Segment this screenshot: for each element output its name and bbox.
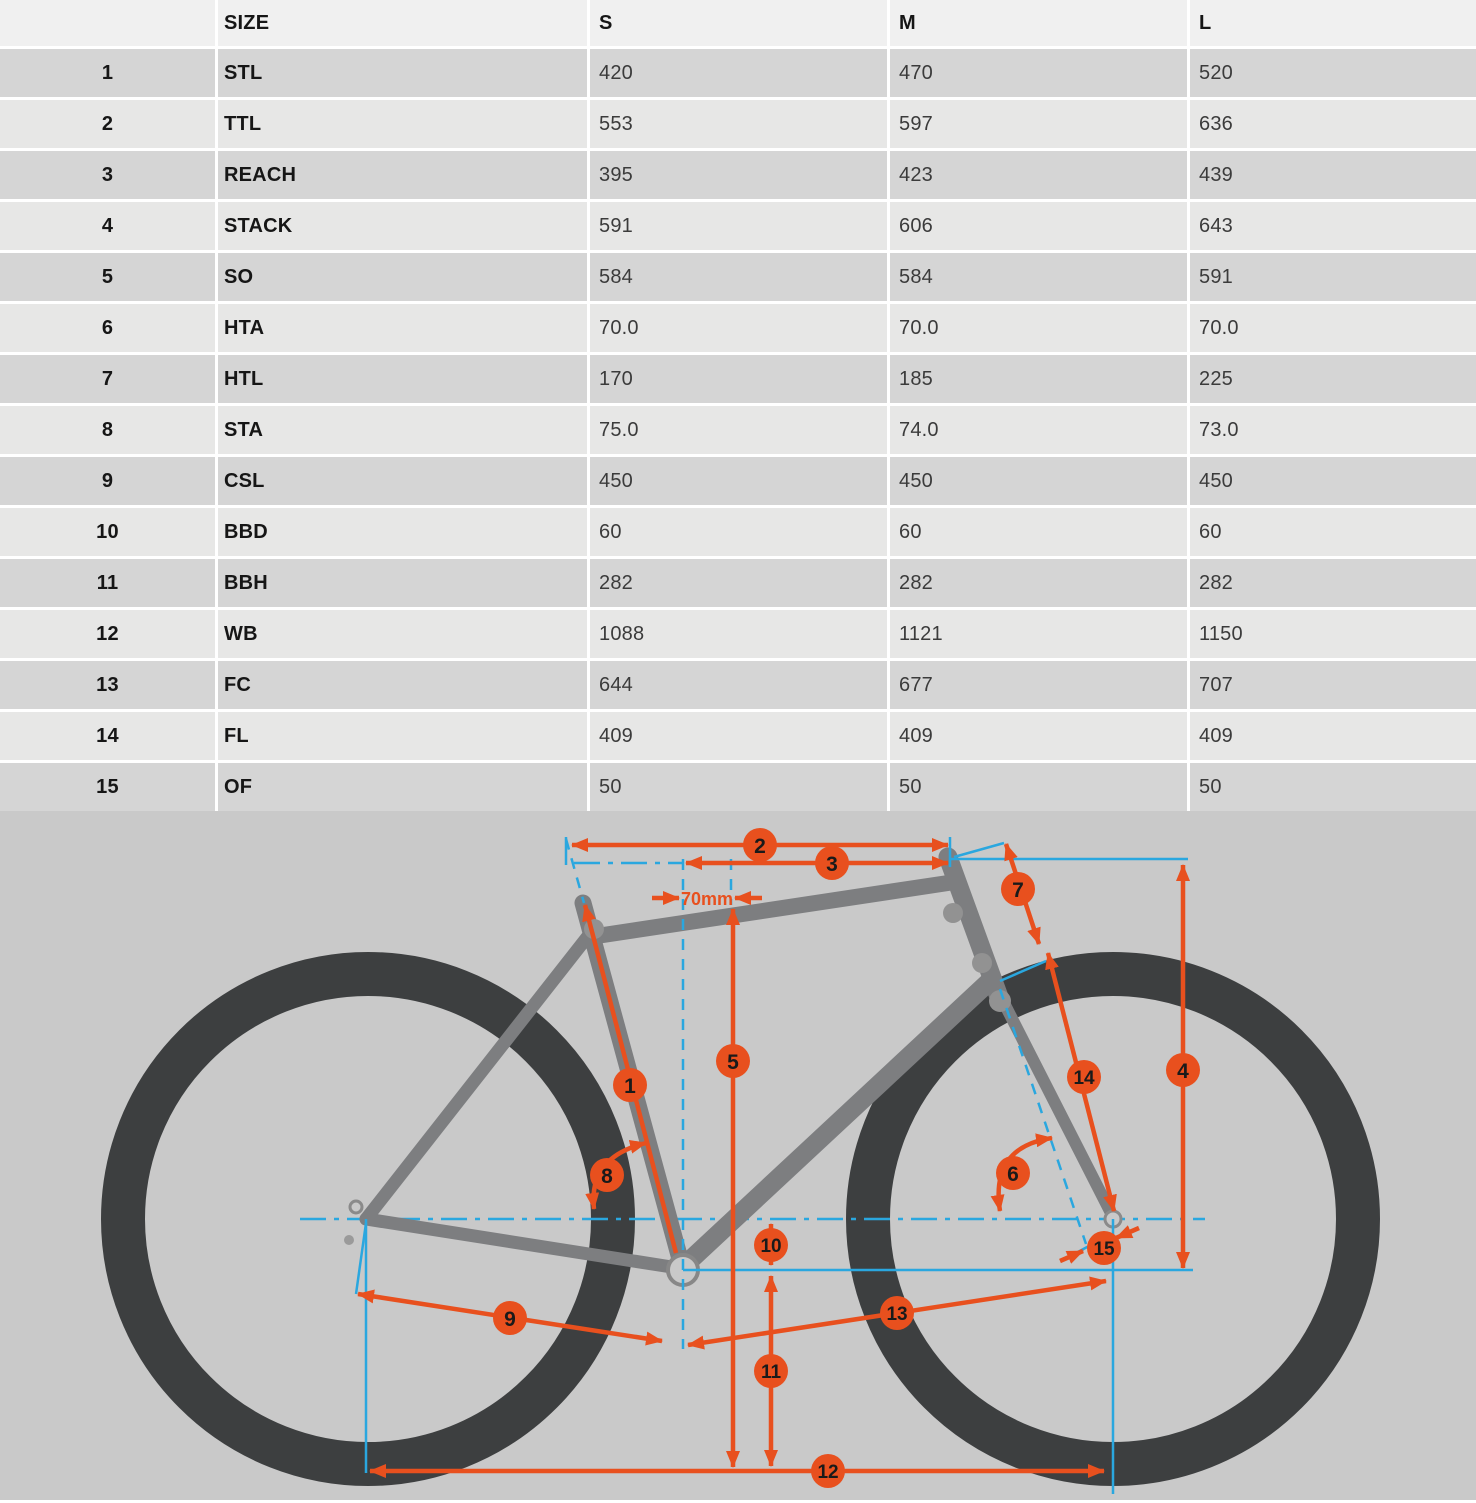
row-num: 10 bbox=[0, 508, 215, 556]
header-num-cell bbox=[0, 0, 215, 46]
marker-2-ttl bbox=[743, 828, 777, 862]
svg-text:7: 7 bbox=[1012, 879, 1024, 902]
marker-5-standover bbox=[716, 1044, 750, 1078]
svg-text:5: 5 bbox=[727, 1051, 739, 1074]
row-value-m: 597 bbox=[890, 100, 1187, 148]
row-value-l: 225 bbox=[1190, 355, 1476, 403]
row-value-s: 70.0 bbox=[590, 304, 887, 352]
row-num: 11 bbox=[0, 559, 215, 607]
row-value-m: 1121 bbox=[890, 610, 1187, 658]
row-num: 12 bbox=[0, 610, 215, 658]
table-row bbox=[0, 151, 1476, 199]
row-value-s: 1088 bbox=[590, 610, 887, 658]
table-row bbox=[0, 100, 1476, 148]
marker-1-stl bbox=[613, 1068, 647, 1102]
row-value-m: 606 bbox=[890, 202, 1187, 250]
row-label: STA bbox=[218, 406, 587, 454]
row-label: STACK bbox=[218, 202, 587, 250]
header-col-l: L bbox=[1190, 0, 1476, 46]
head-tube-joint bbox=[972, 953, 992, 973]
row-label: REACH bbox=[218, 151, 587, 199]
row-label: STL bbox=[218, 49, 587, 97]
row-label: TTL bbox=[218, 100, 587, 148]
table-row bbox=[0, 253, 1476, 301]
row-value-m: 50 bbox=[890, 763, 1187, 811]
row-value-s: 644 bbox=[590, 661, 887, 709]
row-value-s: 50 bbox=[590, 763, 887, 811]
row-value-m: 450 bbox=[890, 457, 1187, 505]
row-num: 14 bbox=[0, 712, 215, 760]
marker-12-wheelbase bbox=[811, 1454, 845, 1488]
row-num: 5 bbox=[0, 253, 215, 301]
row-value-s: 450 bbox=[590, 457, 887, 505]
row-label: FC bbox=[218, 661, 587, 709]
svg-text:15: 15 bbox=[1093, 1239, 1115, 1260]
row-num: 3 bbox=[0, 151, 215, 199]
row-label: BBD bbox=[218, 508, 587, 556]
svg-text:8: 8 bbox=[601, 1165, 613, 1188]
row-value-s: 420 bbox=[590, 49, 887, 97]
row-value-m: 60 bbox=[890, 508, 1187, 556]
row-num: 8 bbox=[0, 406, 215, 454]
row-value-l: 439 bbox=[1190, 151, 1476, 199]
row-num: 4 bbox=[0, 202, 215, 250]
row-value-l: 409 bbox=[1190, 712, 1476, 760]
row-value-s: 591 bbox=[590, 202, 887, 250]
row-num: 9 bbox=[0, 457, 215, 505]
row-value-s: 395 bbox=[590, 151, 887, 199]
marker-13-front-center bbox=[880, 1296, 914, 1330]
row-value-m: 423 bbox=[890, 151, 1187, 199]
svg-text:2: 2 bbox=[754, 835, 766, 858]
row-num: 6 bbox=[0, 304, 215, 352]
row-value-l: 60 bbox=[1190, 508, 1476, 556]
table-row bbox=[0, 49, 1476, 97]
row-value-m: 185 bbox=[890, 355, 1187, 403]
row-value-s: 75.0 bbox=[590, 406, 887, 454]
row-label: BBH bbox=[218, 559, 587, 607]
svg-text:14: 14 bbox=[1073, 1068, 1095, 1089]
derailleur-hanger bbox=[344, 1235, 354, 1245]
bike-geometry-diagram bbox=[0, 811, 1476, 1500]
row-value-m: 74.0 bbox=[890, 406, 1187, 454]
header-col-s: S bbox=[590, 0, 887, 46]
row-label: CSL bbox=[218, 457, 587, 505]
header-col-m: M bbox=[890, 0, 1187, 46]
row-num: 7 bbox=[0, 355, 215, 403]
row-value-l: 591 bbox=[1190, 253, 1476, 301]
row-label: SO bbox=[218, 253, 587, 301]
table-row bbox=[0, 355, 1476, 403]
header-size-cell: SIZE bbox=[218, 0, 587, 46]
table-row bbox=[0, 457, 1476, 505]
marker-11-bbh bbox=[754, 1354, 788, 1388]
marker-9-csl bbox=[493, 1301, 527, 1335]
row-value-l: 636 bbox=[1190, 100, 1476, 148]
row-value-s: 60 bbox=[590, 508, 887, 556]
table-header-row bbox=[0, 0, 1476, 46]
table-row bbox=[0, 406, 1476, 454]
row-value-l: 282 bbox=[1190, 559, 1476, 607]
row-value-m: 282 bbox=[890, 559, 1187, 607]
row-value-m: 470 bbox=[890, 49, 1187, 97]
row-value-l: 520 bbox=[1190, 49, 1476, 97]
svg-text:11: 11 bbox=[760, 1362, 782, 1383]
marker-7-htl bbox=[1001, 872, 1035, 906]
marker-4-stack bbox=[1166, 1053, 1200, 1087]
row-value-m: 584 bbox=[890, 253, 1187, 301]
row-value-l: 50 bbox=[1190, 763, 1476, 811]
table-row bbox=[0, 202, 1476, 250]
row-value-m: 677 bbox=[890, 661, 1187, 709]
table-row bbox=[0, 610, 1476, 658]
marker-15-fork-offset bbox=[1087, 1231, 1121, 1265]
row-value-m: 70.0 bbox=[890, 304, 1187, 352]
marker-3-reach bbox=[815, 846, 849, 880]
bike-diagram-svg bbox=[0, 811, 1476, 1500]
marker-6-hta bbox=[996, 1156, 1030, 1190]
table-row bbox=[0, 559, 1476, 607]
svg-text:10: 10 bbox=[760, 1236, 782, 1257]
row-value-s: 409 bbox=[590, 712, 887, 760]
row-label: FL bbox=[218, 712, 587, 760]
table-row bbox=[0, 508, 1476, 556]
row-num: 1 bbox=[0, 49, 215, 97]
row-value-s: 584 bbox=[590, 253, 887, 301]
row-value-l: 73.0 bbox=[1190, 406, 1476, 454]
row-value-l: 707 bbox=[1190, 661, 1476, 709]
row-num: 2 bbox=[0, 100, 215, 148]
marker-8-sta bbox=[590, 1158, 624, 1192]
table-row bbox=[0, 661, 1476, 709]
svg-text:3: 3 bbox=[826, 853, 838, 876]
row-label: HTA bbox=[218, 304, 587, 352]
svg-text:9: 9 bbox=[504, 1308, 516, 1331]
row-num: 13 bbox=[0, 661, 215, 709]
row-value-l: 643 bbox=[1190, 202, 1476, 250]
row-value-l: 70.0 bbox=[1190, 304, 1476, 352]
row-value-s: 553 bbox=[590, 100, 887, 148]
table-row bbox=[0, 712, 1476, 760]
row-label: OF bbox=[218, 763, 587, 811]
marker-10-bbd bbox=[754, 1228, 788, 1262]
svg-text:6: 6 bbox=[1007, 1163, 1019, 1186]
row-value-s: 282 bbox=[590, 559, 887, 607]
svg-text:12: 12 bbox=[817, 1462, 839, 1483]
row-num: 15 bbox=[0, 763, 215, 811]
row-label: HTL bbox=[218, 355, 587, 403]
label-70mm: 70mm bbox=[680, 889, 734, 909]
row-value-l: 1150 bbox=[1190, 610, 1476, 658]
marker-14-fork-length bbox=[1067, 1060, 1101, 1094]
svg-text:13: 13 bbox=[886, 1304, 908, 1325]
row-value-s: 170 bbox=[590, 355, 887, 403]
head-tube-joint bbox=[943, 903, 963, 923]
row-value-m: 409 bbox=[890, 712, 1187, 760]
row-label: WB bbox=[218, 610, 587, 658]
svg-text:4: 4 bbox=[1177, 1060, 1189, 1083]
row-value-l: 450 bbox=[1190, 457, 1476, 505]
table-row bbox=[0, 304, 1476, 352]
svg-text:1: 1 bbox=[624, 1075, 636, 1098]
table-row bbox=[0, 763, 1476, 811]
